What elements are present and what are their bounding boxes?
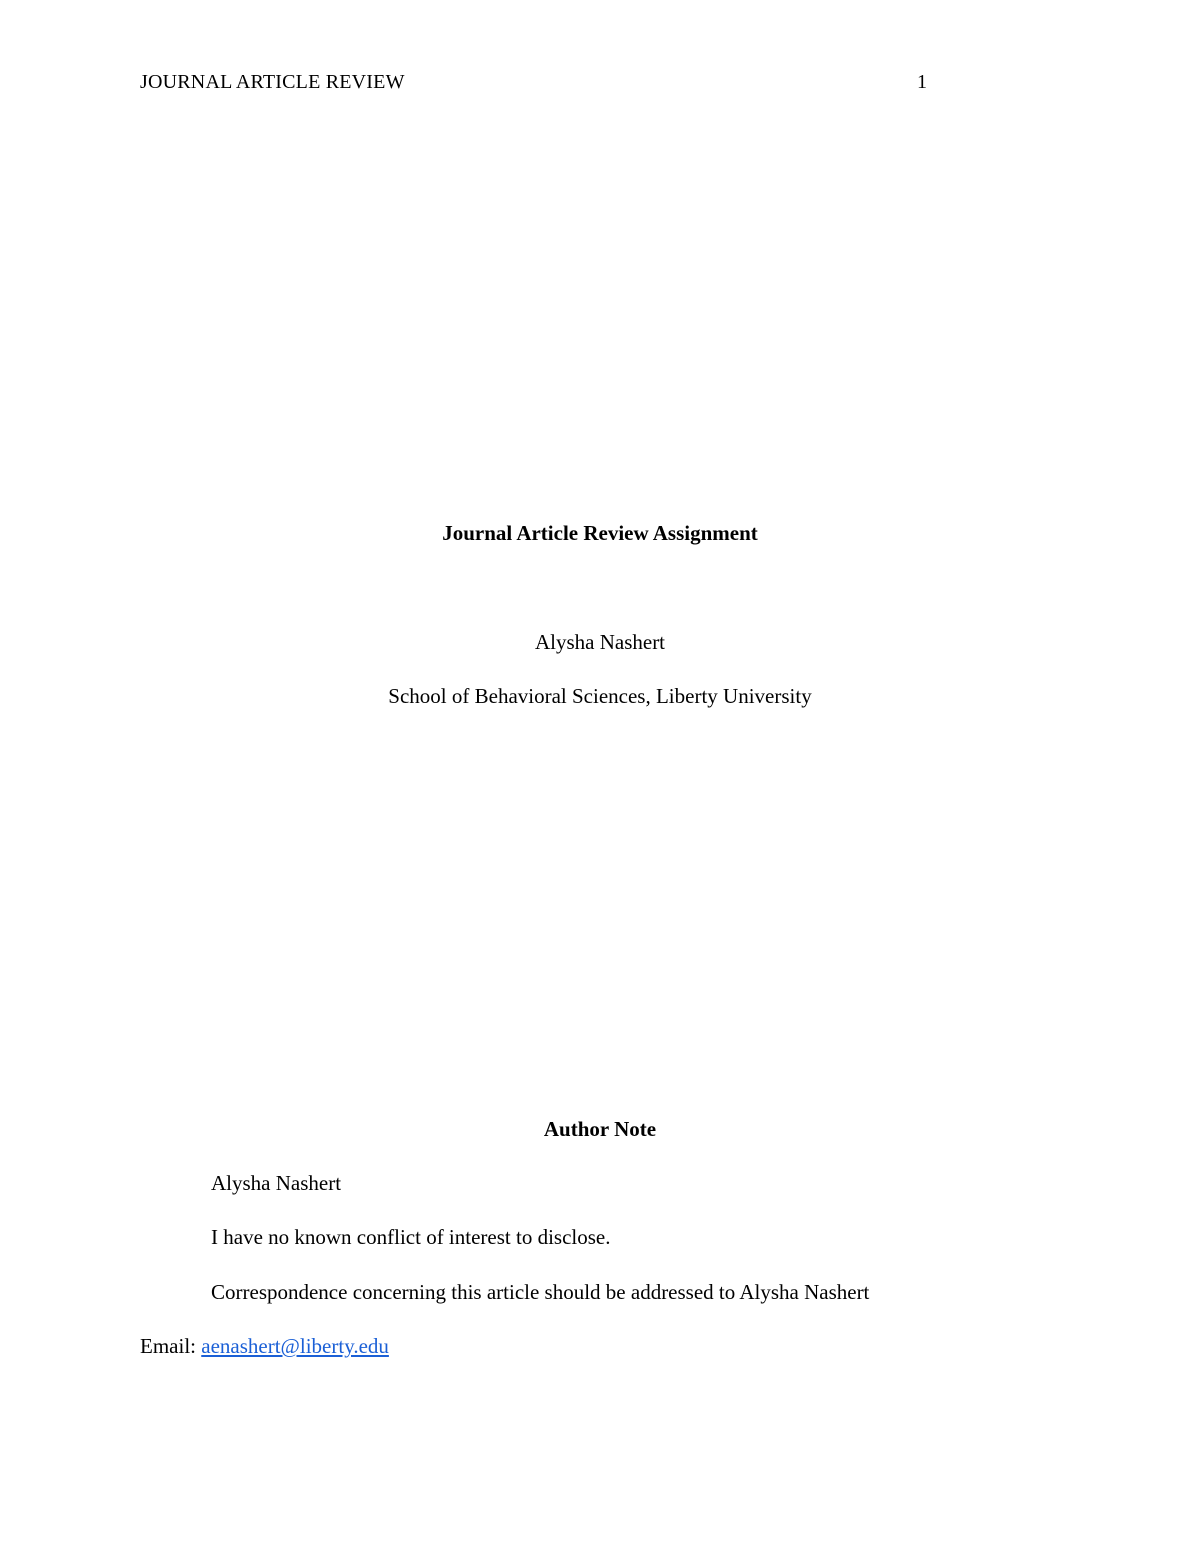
conflict-of-interest-statement: I have no known conflict of interest to disclose. <box>211 1225 611 1249</box>
author-affiliation: School of Behavioral Sciences, Liberty University <box>388 684 812 708</box>
paper-title: Journal Article Review Assignment <box>442 521 758 545</box>
author-note-heading: Author Note <box>543 1117 657 1141</box>
correspondence-statement: Correspondence concerning this article should be addressed to Alysha Nashert <box>211 1280 870 1304</box>
page-number: 1 <box>917 71 927 93</box>
email-link[interactable]: aenashert@liberty.edu <box>201 1334 389 1358</box>
email-label: Email: <box>140 1334 202 1358</box>
author-name: Alysha Nashert <box>534 630 666 654</box>
email-line <box>140 1334 389 1359</box>
author-note-name: Alysha Nashert <box>211 1171 342 1195</box>
running-head: JOURNAL ARTICLE REVIEW <box>140 71 405 93</box>
